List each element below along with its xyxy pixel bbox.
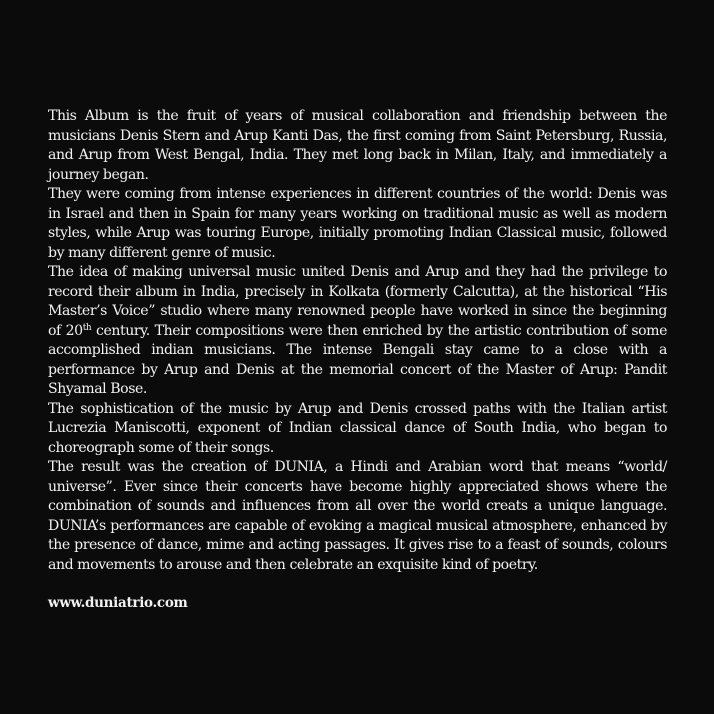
recording-text-after: century. Their compositions were then enriched by the artistic contribution of some accomplished indian musicians. The intense Bengali stay came to a close with a performance by Arup and Denis at the memorial concert of the Master of Arup: Pandit Shyamal Bose. xyxy=(48,322,667,397)
paragraph-dance: The sophistication of the music by Arup and Denis crossed paths with the Italian artist Lucrezia Maniscotti, exponent of Indian classical dance of South India, who began to choreograph some of their songs. xyxy=(48,400,667,456)
paragraph-experiences: They were coming from intense experiences in different countries of the world: Denis was in Israel and then in Spain for many years working on traditional music as well as modern styles, while Arup was touring Europe, initially promoting Indian Classical music, followed by many different genre of music. xyxy=(48,186,667,261)
album-liner-notes xyxy=(48,107,667,614)
website-link[interactable]: www.duniatrio.com xyxy=(48,595,188,611)
recording-text-before: The idea of making universal music united Denis and Arup and they had the privilege to record their album in India, precisely in Kolkata (formerly Calcutta), at the historical “His Master’s Voice” studio where many renowned people have worked in since the beginning of 20 xyxy=(48,264,667,339)
paragraph-recording xyxy=(48,263,667,400)
paragraph-dunia: The result was the creation of DUNIA, a Hindi and Arabian word that means “world/ universe”. Ever since their concerts have become highly appreciated shows where the combination of sounds and influences from all over the world creats a unique language. DUNIA’s performances are capable of evoking a magical musical atmosphere, enhanced by the presence of dance, mime and acting passages. It gives rise to a feast of sounds, colours and movements to arouse and then celebrate an exquisite kind of poetry. xyxy=(48,459,667,573)
paragraph-introduction: This Album is the fruit of years of musical collaboration and friendship between the musicians Denis Stern and Arup Kanti Das, the first coming from Saint Petersburg, Russia, and Arup from West Bengal, India. They met long back in Milan, Italy, and immediately a journey began. xyxy=(48,108,667,183)
ordinal-suffix: th xyxy=(82,322,92,333)
